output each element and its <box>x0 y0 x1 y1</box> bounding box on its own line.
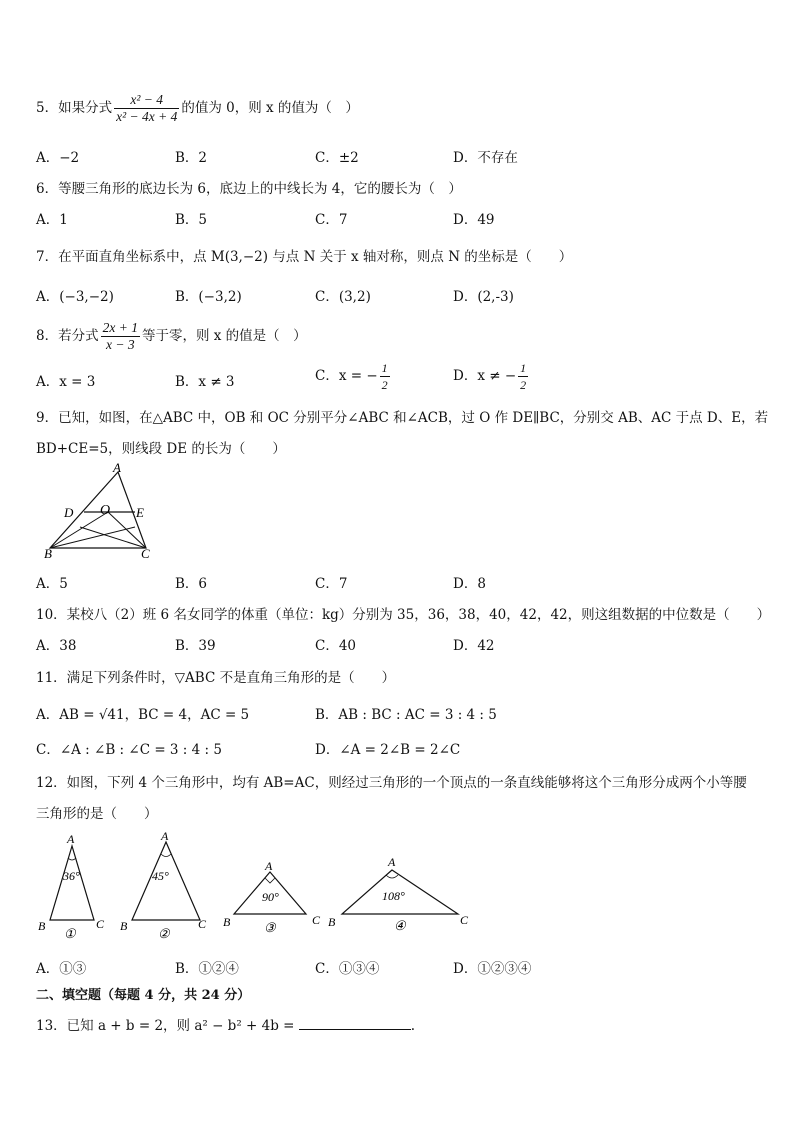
q6-option-c: C．7 <box>315 212 348 228</box>
label-e: E <box>136 505 144 520</box>
triangle-1-number: ① <box>64 926 76 941</box>
q5-denominator: x² − 4x + 4 <box>116 109 178 124</box>
q8-stem-start: 8．若分式 <box>36 328 99 344</box>
question-6: 6．等腰三角形的底边长为 6，底边上的中线长为 4，它的腰长为（ ） <box>36 181 462 197</box>
frac-den: 2 <box>381 378 388 392</box>
triangle-4-angle: 108° <box>382 889 405 903</box>
q6-option-d: D．49 <box>453 212 495 228</box>
label-o: O <box>100 503 111 518</box>
question-5 <box>36 92 359 125</box>
frac-num: 1 <box>520 361 527 375</box>
question-9-line1: 9．已知，如图，在△ABC 中，OB 和 OC 分别平分∠ABC 和∠ACB，过 O 作 DE∥BC，分别交 AB、AC 于点 D、E，若 <box>36 410 769 426</box>
q6-option-a: A．1 <box>36 212 68 228</box>
q12-triangle-1 <box>38 832 105 941</box>
q12-option-b: B．①②④ <box>175 961 239 977</box>
question-10: 10．某校八（2）班 6 名女同学的体重（单位：kg）分别为 35，36，38，40，42，42，则这组数据的中位数是（ ） <box>36 607 771 623</box>
triangle-2-number: ② <box>158 926 170 941</box>
q11-option-a: A．AB = √41，BC = 4，AC = 5 <box>36 707 250 723</box>
triangle-4-label-b: B <box>328 915 336 929</box>
segment-c-inner <box>80 527 146 548</box>
q12-triangles-figure <box>30 828 470 943</box>
q8-option-c <box>315 360 392 393</box>
triangle-1-angle-arc <box>68 858 76 860</box>
q12-option-d: D．①②③④ <box>453 961 532 977</box>
q7-option-b: B．(−3,2) <box>175 289 242 305</box>
triangle-3-angle: 90° <box>262 890 279 904</box>
label-c: C <box>141 546 150 560</box>
q9-option-d: D．8 <box>453 576 486 592</box>
section-2-heading: 二、填空题（每题 4 分，共 24 分） <box>36 988 251 1003</box>
triangle-3-label-a: A <box>265 859 273 873</box>
q11-option-c: C．∠A : ∠B : ∠C = 3 : 4 : 5 <box>36 742 222 758</box>
triangle-3-right-angle <box>265 878 275 883</box>
q8-option-d-text: D．x ≠ − <box>453 368 517 384</box>
triangle-3-label-c: C <box>312 913 321 927</box>
q8-fraction <box>101 320 140 353</box>
q10-option-c: C．40 <box>315 638 357 654</box>
q12-triangle-4 <box>328 855 469 933</box>
triangle-3-label-b: B <box>223 915 231 929</box>
q11-option-d: D．∠A = 2∠B = 2∠C <box>315 742 461 758</box>
triangle-2-label-a: A <box>161 829 169 843</box>
q7-option-c: C．(3,2) <box>315 289 371 305</box>
question-9-line2: BD+CE=5，则线段 DE 的长为（ ） <box>36 441 286 457</box>
question-7: 7．在平面直角坐标系中，点 M(3,−2) 与点 N 关于 x 轴对称，则点 N 的坐标是（ ） <box>36 249 573 265</box>
triangle-4-angle-arc <box>386 875 398 878</box>
triangle-2-angle: 45° <box>152 869 169 883</box>
triangle-1-label-b: B <box>38 919 46 933</box>
triangle-4-number: ④ <box>394 918 406 933</box>
q8-option-d <box>453 360 530 393</box>
label-b: B <box>44 546 52 560</box>
question-13 <box>36 1014 415 1034</box>
q10-option-a: A．38 <box>36 638 77 654</box>
q7-option-a: A．(−3,−2) <box>36 289 114 305</box>
q13-answer-blank[interactable] <box>299 1015 411 1030</box>
q8-numerator: 2x + 1 <box>102 320 138 335</box>
triangle-3-number: ③ <box>264 920 276 935</box>
q5-option-a: A．−2 <box>36 150 80 166</box>
triangle-1-label-a: A <box>67 832 75 846</box>
triangle-2-angle-arc <box>161 854 171 857</box>
q10-option-d: D．42 <box>453 638 495 654</box>
q13-stem: 13．已知 a + b = 2，则 a² − b² + 4b = <box>36 1018 295 1034</box>
q9-option-c: C．7 <box>315 576 348 592</box>
q5-stem-end: 的值为 0，则 x 的值为（ ） <box>181 100 359 116</box>
q12-triangle-3 <box>223 859 321 935</box>
q6-option-b: B．5 <box>175 212 208 228</box>
q5-option-b: B．2 <box>175 150 208 166</box>
question-11: 11．满足下列条件时，▽ABC 不是直角三角形的是（ ） <box>36 670 396 686</box>
label-a: A <box>113 460 121 475</box>
q13-period: . <box>410 1018 416 1034</box>
triangle-1-label-c: C <box>96 917 105 931</box>
q8-denominator: x − 3 <box>105 337 135 352</box>
q10-option-b: B．39 <box>175 638 216 654</box>
q12-option-a: A．①③ <box>36 961 87 977</box>
q5-numerator: x² − 4 <box>114 92 179 109</box>
triangle-1-shape <box>50 846 94 920</box>
question-12-line1: 12．如图，下列 4 个三角形中，均有 AB=AC，则经过三角形的一个顶点的一条直线能够将这个三角形分成两个小等腰 <box>36 775 747 791</box>
q8-option-a: A．x = 3 <box>36 374 96 390</box>
triangle-4-label-a: A <box>388 855 396 869</box>
segment-b-inner <box>50 527 135 548</box>
q5-option-d: D．不存在 <box>453 150 518 166</box>
q5-fraction <box>114 92 179 125</box>
q9-option-a: A．5 <box>36 576 68 592</box>
q11-option-b: B．AB : BC : AC = 3 : 4 : 5 <box>315 707 497 723</box>
q5-stem-start: 5．如果分式 <box>36 100 113 116</box>
triangle-2-label-c: C <box>198 917 207 931</box>
frac-den: 2 <box>520 378 527 392</box>
q9-option-b: B．6 <box>175 576 208 592</box>
q12-option-c: C．①③④ <box>315 961 380 977</box>
label-d: D <box>64 505 74 520</box>
triangle-4-label-c: C <box>460 913 469 927</box>
q8-option-c-fraction <box>380 360 390 393</box>
triangle-1-angle: 36° <box>63 869 80 883</box>
q7-option-d: D．(2,-3) <box>453 289 514 305</box>
triangle-2-label-b: B <box>120 919 128 933</box>
question-12-line2: 三角形的是（ ） <box>36 806 158 822</box>
q8-option-c-text: C．x = − <box>315 368 378 384</box>
question-8 <box>36 320 307 353</box>
q8-stem-end: 等于零，则 x 的值是（ ） <box>141 328 307 344</box>
q9-triangle-figure <box>40 460 160 560</box>
frac-num: 1 <box>381 361 388 375</box>
q12-triangle-2 <box>120 829 207 941</box>
q8-option-b: B．x ≠ 3 <box>175 374 235 390</box>
q5-option-c: C．±2 <box>315 150 359 166</box>
q8-option-d-fraction <box>518 360 528 393</box>
